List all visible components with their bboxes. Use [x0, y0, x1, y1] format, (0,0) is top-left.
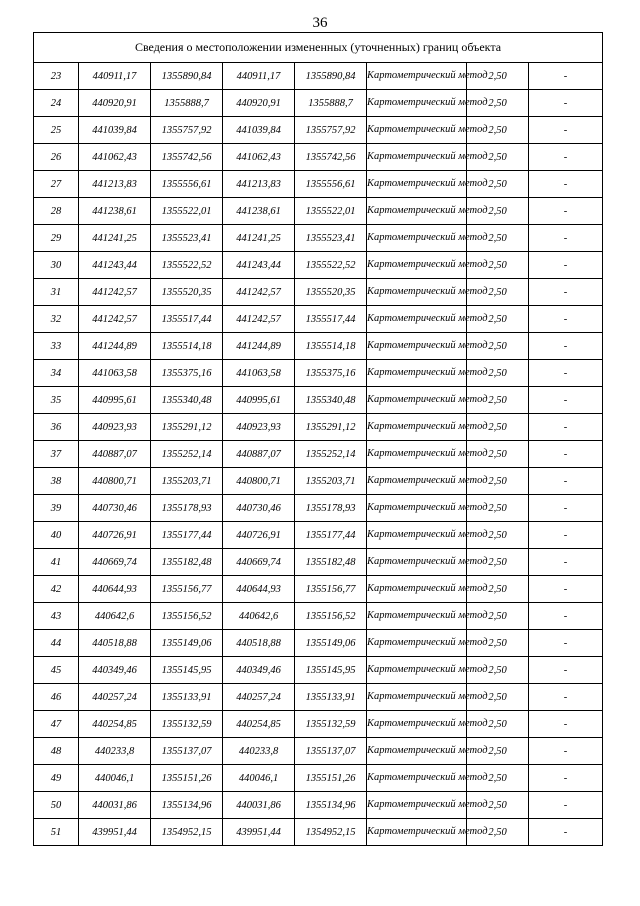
existing-y-cell: 1355178,93	[151, 495, 223, 522]
accuracy-cell: 2,50	[467, 738, 529, 765]
accuracy-cell: 2,50	[467, 279, 529, 306]
point-number-cell: 30	[34, 252, 79, 279]
accuracy-cell: 2,50	[467, 630, 529, 657]
accuracy-cell: 2,50	[467, 198, 529, 225]
existing-y-cell: 1355145,95	[151, 657, 223, 684]
refined-x-cell: 440349,46	[223, 657, 295, 684]
point-number-cell: 40	[34, 522, 79, 549]
refined-y-cell: 1355177,44	[295, 522, 367, 549]
accuracy-cell: 2,50	[467, 468, 529, 495]
method-cell: Картометрический метод	[367, 414, 467, 441]
point-number-cell: 45	[34, 657, 79, 684]
method-cell: Картометрический метод	[367, 522, 467, 549]
refined-y-cell: 1355888,7	[295, 90, 367, 117]
refined-x-cell: 440233,8	[223, 738, 295, 765]
method-cell: Картометрический метод	[367, 171, 467, 198]
description-cell: -	[529, 603, 603, 630]
method-cell: Картометрический метод	[367, 576, 467, 603]
refined-x-cell: 441062,43	[223, 144, 295, 171]
description-cell: -	[529, 279, 603, 306]
refined-x-cell: 440911,17	[223, 63, 295, 90]
point-number-cell: 27	[34, 171, 79, 198]
table-row	[34, 144, 603, 171]
accuracy-cell: 2,50	[467, 63, 529, 90]
refined-y-cell: 1355178,93	[295, 495, 367, 522]
point-number-cell: 44	[34, 630, 79, 657]
description-cell: -	[529, 360, 603, 387]
accuracy-cell: 2,50	[467, 522, 529, 549]
refined-y-cell: 1355252,14	[295, 441, 367, 468]
refined-y-cell: 1355156,77	[295, 576, 367, 603]
refined-y-cell: 1355203,71	[295, 468, 367, 495]
point-number-cell: 29	[34, 225, 79, 252]
existing-y-cell: 1355890,84	[151, 63, 223, 90]
refined-x-cell: 441241,25	[223, 225, 295, 252]
accuracy-cell: 2,50	[467, 576, 529, 603]
method-cell: Картометрический метод	[367, 279, 467, 306]
description-cell: -	[529, 198, 603, 225]
refined-x-cell: 441238,61	[223, 198, 295, 225]
table-row	[34, 819, 603, 846]
method-cell: Картометрический метод	[367, 225, 467, 252]
description-cell: -	[529, 414, 603, 441]
description-cell: -	[529, 684, 603, 711]
description-cell: -	[529, 576, 603, 603]
accuracy-cell: 2,50	[467, 225, 529, 252]
refined-y-cell: 1355149,06	[295, 630, 367, 657]
point-number-cell: 37	[34, 441, 79, 468]
existing-y-cell: 1355149,06	[151, 630, 223, 657]
point-number-cell: 25	[34, 117, 79, 144]
accuracy-cell: 2,50	[467, 117, 529, 144]
existing-x-cell: 440887,07	[79, 441, 151, 468]
point-number-cell: 24	[34, 90, 79, 117]
point-number-cell: 51	[34, 819, 79, 846]
existing-x-cell: 440730,46	[79, 495, 151, 522]
method-cell: Картометрический метод	[367, 657, 467, 684]
table-row	[34, 792, 603, 819]
refined-x-cell: 440923,93	[223, 414, 295, 441]
existing-x-cell: 440923,93	[79, 414, 151, 441]
point-number-cell: 47	[34, 711, 79, 738]
refined-x-cell: 440887,07	[223, 441, 295, 468]
existing-x-cell: 440995,61	[79, 387, 151, 414]
point-number-cell: 28	[34, 198, 79, 225]
table-row	[34, 387, 603, 414]
description-cell: -	[529, 738, 603, 765]
existing-x-cell: 440911,17	[79, 63, 151, 90]
method-cell: Картометрический метод	[367, 90, 467, 117]
accuracy-cell: 2,50	[467, 657, 529, 684]
refined-y-cell: 1355514,18	[295, 333, 367, 360]
refined-x-cell: 440254,85	[223, 711, 295, 738]
existing-y-cell: 1355203,71	[151, 468, 223, 495]
accuracy-cell: 2,50	[467, 549, 529, 576]
existing-y-cell: 1355522,01	[151, 198, 223, 225]
refined-x-cell: 440642,6	[223, 603, 295, 630]
method-cell: Картометрический метод	[367, 333, 467, 360]
existing-y-cell: 1355156,52	[151, 603, 223, 630]
table-row	[34, 576, 603, 603]
refined-x-cell: 439951,44	[223, 819, 295, 846]
existing-x-cell: 440046,1	[79, 765, 151, 792]
accuracy-cell: 2,50	[467, 144, 529, 171]
table-row	[34, 738, 603, 765]
method-cell: Картометрический метод	[367, 765, 467, 792]
point-number-cell: 48	[34, 738, 79, 765]
existing-x-cell: 441243,44	[79, 252, 151, 279]
accuracy-cell: 2,50	[467, 765, 529, 792]
existing-y-cell: 1355517,44	[151, 306, 223, 333]
table-row	[34, 711, 603, 738]
point-number-cell: 36	[34, 414, 79, 441]
existing-x-cell: 440257,24	[79, 684, 151, 711]
point-number-cell: 43	[34, 603, 79, 630]
refined-y-cell: 1355132,59	[295, 711, 367, 738]
existing-y-cell: 1355182,48	[151, 549, 223, 576]
method-cell: Картометрический метод	[367, 63, 467, 90]
accuracy-cell: 2,50	[467, 414, 529, 441]
table-row	[34, 630, 603, 657]
existing-y-cell: 1355151,26	[151, 765, 223, 792]
existing-y-cell: 1355757,92	[151, 117, 223, 144]
refined-x-cell: 440730,46	[223, 495, 295, 522]
existing-x-cell: 440644,93	[79, 576, 151, 603]
description-cell: -	[529, 117, 603, 144]
existing-x-cell: 440642,6	[79, 603, 151, 630]
refined-x-cell: 440920,91	[223, 90, 295, 117]
method-cell: Картометрический метод	[367, 495, 467, 522]
refined-y-cell: 1355517,44	[295, 306, 367, 333]
description-cell: -	[529, 657, 603, 684]
accuracy-cell: 2,50	[467, 792, 529, 819]
method-cell: Картометрический метод	[367, 819, 467, 846]
table-title: Сведения о местоположении измененных (уточненных) границ объекта	[34, 33, 603, 63]
refined-y-cell: 1355742,56	[295, 144, 367, 171]
accuracy-cell: 2,50	[467, 603, 529, 630]
point-number-cell: 39	[34, 495, 79, 522]
point-number-cell: 32	[34, 306, 79, 333]
existing-y-cell: 1355134,96	[151, 792, 223, 819]
refined-x-cell: 440995,61	[223, 387, 295, 414]
table-row	[34, 333, 603, 360]
refined-x-cell: 440669,74	[223, 549, 295, 576]
existing-y-cell: 1355156,77	[151, 576, 223, 603]
description-cell: -	[529, 468, 603, 495]
page-number: 36	[312, 15, 328, 31]
existing-y-cell: 1355291,12	[151, 414, 223, 441]
description-cell: -	[529, 225, 603, 252]
point-number-cell: 38	[34, 468, 79, 495]
accuracy-cell: 2,50	[467, 819, 529, 846]
refined-y-cell: 1355522,01	[295, 198, 367, 225]
table-row	[34, 252, 603, 279]
method-cell: Картометрический метод	[367, 441, 467, 468]
existing-y-cell: 1355522,52	[151, 252, 223, 279]
method-cell: Картометрический метод	[367, 144, 467, 171]
method-cell: Картометрический метод	[367, 468, 467, 495]
existing-y-cell: 1355514,18	[151, 333, 223, 360]
table-body	[34, 33, 603, 846]
refined-y-cell: 1355757,92	[295, 117, 367, 144]
point-number-cell: 42	[34, 576, 79, 603]
refined-x-cell: 441242,57	[223, 306, 295, 333]
refined-y-cell: 1355291,12	[295, 414, 367, 441]
table-row	[34, 684, 603, 711]
description-cell: -	[529, 819, 603, 846]
accuracy-cell: 2,50	[467, 387, 529, 414]
description-cell: -	[529, 171, 603, 198]
existing-y-cell: 1355742,56	[151, 144, 223, 171]
existing-x-cell: 440726,91	[79, 522, 151, 549]
accuracy-cell: 2,50	[467, 171, 529, 198]
accuracy-cell: 2,50	[467, 684, 529, 711]
table-row	[34, 468, 603, 495]
existing-x-cell: 441238,61	[79, 198, 151, 225]
description-cell: -	[529, 711, 603, 738]
point-number-cell: 35	[34, 387, 79, 414]
refined-x-cell: 441039,84	[223, 117, 295, 144]
method-cell: Картометрический метод	[367, 684, 467, 711]
method-cell: Картометрический метод	[367, 198, 467, 225]
description-cell: -	[529, 549, 603, 576]
existing-x-cell: 439951,44	[79, 819, 151, 846]
existing-y-cell: 1355132,59	[151, 711, 223, 738]
point-number-cell: 41	[34, 549, 79, 576]
refined-y-cell: 1355523,41	[295, 225, 367, 252]
existing-x-cell: 441242,57	[79, 279, 151, 306]
existing-x-cell: 441242,57	[79, 306, 151, 333]
existing-x-cell: 441039,84	[79, 117, 151, 144]
existing-x-cell: 441241,25	[79, 225, 151, 252]
method-cell: Картометрический метод	[367, 306, 467, 333]
existing-x-cell: 441213,83	[79, 171, 151, 198]
description-cell: -	[529, 90, 603, 117]
refined-y-cell: 1355133,91	[295, 684, 367, 711]
refined-x-cell: 441243,44	[223, 252, 295, 279]
existing-y-cell: 1354952,15	[151, 819, 223, 846]
refined-x-cell: 440046,1	[223, 765, 295, 792]
refined-x-cell: 440726,91	[223, 522, 295, 549]
refined-y-cell: 1355340,48	[295, 387, 367, 414]
table-row	[34, 765, 603, 792]
point-number-cell: 23	[34, 63, 79, 90]
refined-y-cell: 1355137,07	[295, 738, 367, 765]
description-cell: -	[529, 522, 603, 549]
table-title-row	[34, 33, 603, 63]
refined-x-cell: 440644,93	[223, 576, 295, 603]
existing-x-cell: 440518,88	[79, 630, 151, 657]
table-row	[34, 360, 603, 387]
refined-x-cell: 440518,88	[223, 630, 295, 657]
table-row	[34, 414, 603, 441]
table-row	[34, 522, 603, 549]
existing-x-cell: 440669,74	[79, 549, 151, 576]
description-cell: -	[529, 306, 603, 333]
existing-y-cell: 1355523,41	[151, 225, 223, 252]
description-cell: -	[529, 441, 603, 468]
refined-y-cell: 1355522,52	[295, 252, 367, 279]
point-number-cell: 26	[34, 144, 79, 171]
existing-x-cell: 440031,86	[79, 792, 151, 819]
table-row	[34, 441, 603, 468]
existing-y-cell: 1355520,35	[151, 279, 223, 306]
description-cell: -	[529, 387, 603, 414]
existing-x-cell: 440800,71	[79, 468, 151, 495]
refined-x-cell: 441244,89	[223, 333, 295, 360]
table-row	[34, 225, 603, 252]
method-cell: Картометрический метод	[367, 603, 467, 630]
point-number-cell: 46	[34, 684, 79, 711]
existing-y-cell: 1355340,48	[151, 387, 223, 414]
refined-y-cell: 1355375,16	[295, 360, 367, 387]
refined-x-cell: 440257,24	[223, 684, 295, 711]
refined-y-cell: 1354952,15	[295, 819, 367, 846]
description-cell: -	[529, 792, 603, 819]
method-cell: Картометрический метод	[367, 549, 467, 576]
existing-y-cell: 1355137,07	[151, 738, 223, 765]
description-cell: -	[529, 144, 603, 171]
description-cell: -	[529, 765, 603, 792]
existing-x-cell: 440233,8	[79, 738, 151, 765]
refined-x-cell: 441063,58	[223, 360, 295, 387]
table-row	[34, 549, 603, 576]
table-row	[34, 279, 603, 306]
method-cell: Картометрический метод	[367, 117, 467, 144]
existing-x-cell: 441244,89	[79, 333, 151, 360]
table-row	[34, 198, 603, 225]
method-cell: Картометрический метод	[367, 711, 467, 738]
refined-y-cell: 1355890,84	[295, 63, 367, 90]
refined-y-cell: 1355556,61	[295, 171, 367, 198]
existing-y-cell: 1355556,61	[151, 171, 223, 198]
table-row	[34, 306, 603, 333]
existing-x-cell: 440254,85	[79, 711, 151, 738]
accuracy-cell: 2,50	[467, 306, 529, 333]
method-cell: Картометрический метод	[367, 738, 467, 765]
method-cell: Картометрический метод	[367, 792, 467, 819]
refined-y-cell: 1355134,96	[295, 792, 367, 819]
existing-y-cell: 1355133,91	[151, 684, 223, 711]
accuracy-cell: 2,50	[467, 495, 529, 522]
accuracy-cell: 2,50	[467, 360, 529, 387]
description-cell: -	[529, 495, 603, 522]
refined-y-cell: 1355156,52	[295, 603, 367, 630]
point-number-cell: 50	[34, 792, 79, 819]
existing-y-cell: 1355375,16	[151, 360, 223, 387]
refined-y-cell: 1355182,48	[295, 549, 367, 576]
accuracy-cell: 2,50	[467, 711, 529, 738]
refined-y-cell: 1355145,95	[295, 657, 367, 684]
accuracy-cell: 2,50	[467, 252, 529, 279]
description-cell: -	[529, 333, 603, 360]
accuracy-cell: 2,50	[467, 90, 529, 117]
point-number-cell: 33	[34, 333, 79, 360]
description-cell: -	[529, 252, 603, 279]
accuracy-cell: 2,50	[467, 441, 529, 468]
table-row	[34, 117, 603, 144]
table-row	[34, 171, 603, 198]
table-row	[34, 603, 603, 630]
refined-x-cell: 441213,83	[223, 171, 295, 198]
existing-y-cell: 1355888,7	[151, 90, 223, 117]
existing-x-cell: 441063,58	[79, 360, 151, 387]
method-cell: Картометрический метод	[367, 252, 467, 279]
accuracy-cell: 2,50	[467, 333, 529, 360]
table-row	[34, 63, 603, 90]
boundary-coordinates-table	[33, 32, 603, 846]
refined-x-cell: 441242,57	[223, 279, 295, 306]
point-number-cell: 49	[34, 765, 79, 792]
description-cell: -	[529, 630, 603, 657]
existing-x-cell: 440349,46	[79, 657, 151, 684]
table-row	[34, 657, 603, 684]
method-cell: Картометрический метод	[367, 630, 467, 657]
existing-y-cell: 1355177,44	[151, 522, 223, 549]
point-number-cell: 31	[34, 279, 79, 306]
method-cell: Картометрический метод	[367, 387, 467, 414]
refined-y-cell: 1355520,35	[295, 279, 367, 306]
description-cell: -	[529, 63, 603, 90]
table-row	[34, 90, 603, 117]
existing-y-cell: 1355252,14	[151, 441, 223, 468]
method-cell: Картометрический метод	[367, 360, 467, 387]
refined-x-cell: 440800,71	[223, 468, 295, 495]
point-number-cell: 34	[34, 360, 79, 387]
table-row	[34, 495, 603, 522]
existing-x-cell: 441062,43	[79, 144, 151, 171]
refined-x-cell: 440031,86	[223, 792, 295, 819]
existing-x-cell: 440920,91	[79, 90, 151, 117]
refined-y-cell: 1355151,26	[295, 765, 367, 792]
